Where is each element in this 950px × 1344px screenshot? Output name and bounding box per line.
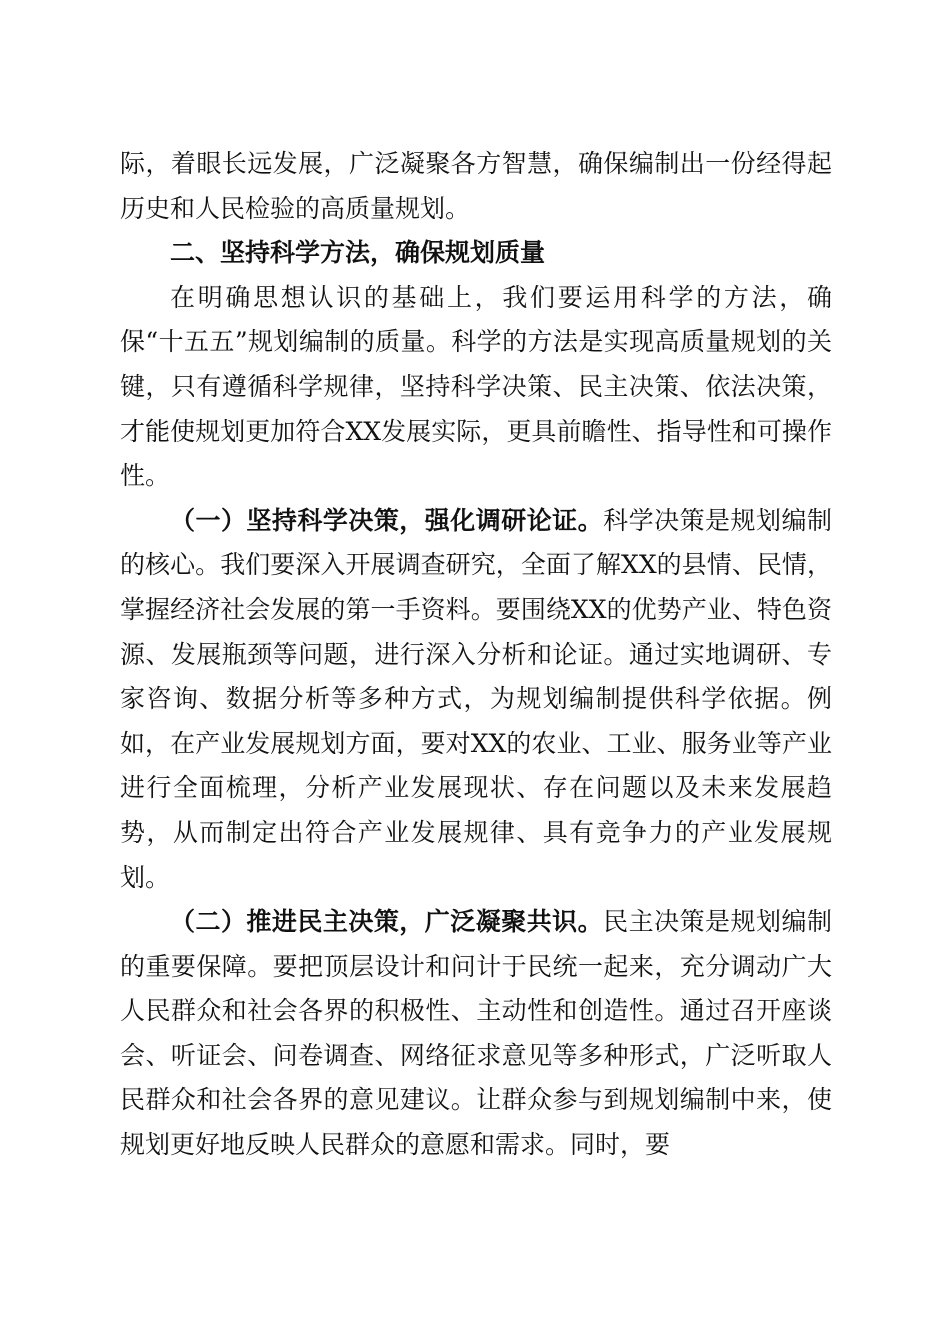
subsection-2-heading: （二）推进民主决策，广泛凝聚共识。: [170, 907, 604, 937]
intro-paragraph: 在明确思想认识的基础上，我们要运用科学的方法，确保“十五五”规划编制的质量。科学的方法是实现高质量规划的关键，只有遵循科学规律，坚持科学决策、民主决策、依法决策，才能使规划更加符合XX发展实际，更具前瞻性、指导性和可操作性。: [120, 282, 832, 491]
subsection-1-paragraph: [120, 499, 832, 900]
document-body: [120, 142, 832, 1168]
subsection-2-body: 民主决策是规划编制的重要保障。要把顶层设计和问计于民统一起来，充分调动广大人民群众和社会各界的积极性、主动性和创造性。通过召开座谈会、听证会、问卷调查、网络征求意见等多种形式，广泛听取人民群众和社会各界的意见建议。让群众参与到规划编制中来，使规划更好地反映人民群众的意愿和需求。同时，要: [120, 907, 832, 1160]
subsection-2-paragraph: [120, 900, 832, 1168]
subsection-1-heading: （一）坚持科学决策，强化调研论证。: [170, 505, 604, 535]
section-heading: 二、坚持科学方法，确保规划质量: [170, 238, 546, 268]
continuation-paragraph: 际，着眼长远发展，广泛凝聚各方智慧，确保编制出一份经得起历史和人民检验的高质量规划。: [120, 149, 832, 223]
subsection-1-body: 科学决策是规划编制的核心。我们要深入开展调查研究，全面了解XX的县情、民情，掌握经济社会发展的第一手资料。要围绕XX的优势产业、特色资源、发展瓶颈等问题，进行深入分析和论证。通过实地调研、专家咨询、数据分析等多种方式，为规划编制提供科学依据。例如，在产业发展规划方面，要对XX的农业、工业、服务业等产业进行全面梳理，分析产业发展现状、存在问题以及未来发展趋势，从而制定出符合产业发展规律、具有竞争力的产业发展规划。: [120, 505, 832, 892]
